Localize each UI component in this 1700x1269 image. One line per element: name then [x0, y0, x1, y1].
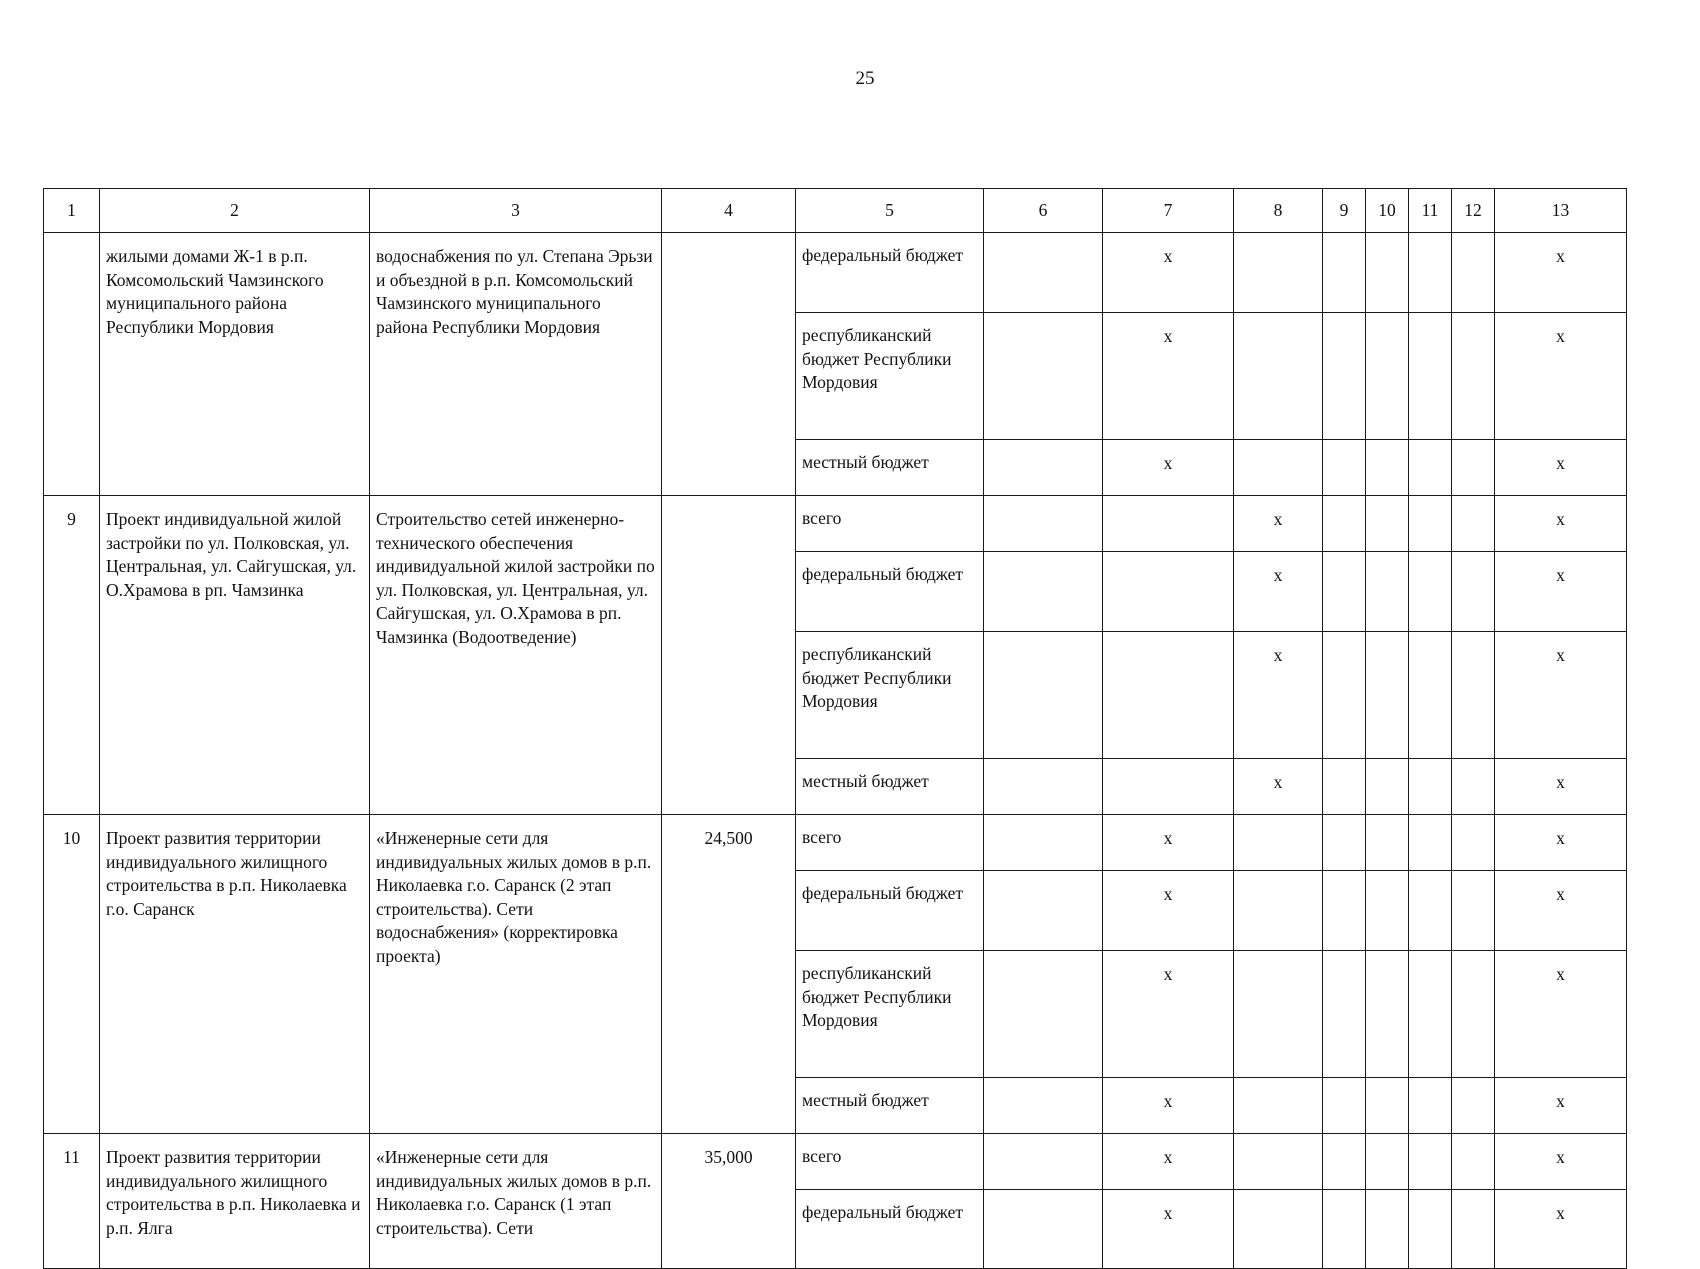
object-name: водоснабжения по ул. Степана Эрьзи и объездной в р.п. Комсомольский Чамзинского муниципального района Республики Мордовия: [370, 233, 662, 496]
row-number: 10: [44, 815, 100, 1134]
cell-col-9: [1323, 632, 1366, 759]
cell-col-9: [1323, 440, 1366, 496]
header-cell: 7: [1103, 189, 1234, 233]
cell-col-11: [1409, 632, 1452, 759]
cell-col-11: [1409, 1190, 1452, 1269]
project-name: жилыми домами Ж-1 в р.п. Комсомольский Чамзинского муниципального района Республики Мордовия: [100, 233, 370, 496]
cell-col-10: [1366, 1190, 1409, 1269]
cell-col-12: [1452, 440, 1495, 496]
table-row: [44, 496, 1627, 552]
cell-col-11: [1409, 1078, 1452, 1134]
cell-col-6: [984, 552, 1103, 632]
object-name: Строительство сетей инженерно-технического обеспечения индивидуальной жилой застройки по ул. Полковская, ул. Центральная, ул. Сайгушская, ул. О.Храмова в рп. Чамзинка (Водоотведение): [370, 496, 662, 815]
cell-col-9: [1323, 951, 1366, 1078]
header-cell: 3: [370, 189, 662, 233]
cell-col-6: [984, 1190, 1103, 1269]
cell-col-11: [1409, 313, 1452, 440]
cell-col-7: х: [1103, 815, 1234, 871]
cell-col-12: [1452, 1134, 1495, 1190]
cell-col-6: [984, 1078, 1103, 1134]
project-name: Проект развития территории индивидуального жилищного строительства в р.п. Николаевка г.о. Саранск: [100, 815, 370, 1134]
funding-source: республиканский бюджет Республики Мордовия: [796, 632, 984, 759]
cell-col-13: х: [1495, 496, 1627, 552]
cell-col-8: [1234, 951, 1323, 1078]
row-number: [44, 233, 100, 496]
funding-source: всего: [796, 496, 984, 552]
project-name: Проект развития территории индивидуального жилищного строительства в р.п. Николаевка и р.п. Ялга: [100, 1134, 370, 1269]
cell-col-10: [1366, 1134, 1409, 1190]
cell-col-12: [1452, 759, 1495, 815]
header-cell: 2: [100, 189, 370, 233]
cell-col-8: [1234, 440, 1323, 496]
cell-col-8: х: [1234, 759, 1323, 815]
cell-col-9: [1323, 815, 1366, 871]
cell-col-11: [1409, 815, 1452, 871]
header-cell: 9: [1323, 189, 1366, 233]
cell-col-10: [1366, 313, 1409, 440]
cell-col-11: [1409, 496, 1452, 552]
cell-col-13: х: [1495, 759, 1627, 815]
cell-col-13: х: [1495, 552, 1627, 632]
header-cell: 1: [44, 189, 100, 233]
cell-col-12: [1452, 1190, 1495, 1269]
estimated-cost: 24,500: [662, 815, 796, 1134]
cell-col-7: х: [1103, 871, 1234, 951]
object-name: «Инженерные сети для индивидуальных жилых домов в р.п. Николаевка г.о. Саранск (1 этап строительства). Сети: [370, 1134, 662, 1269]
header-cell: 5: [796, 189, 984, 233]
cell-col-6: [984, 313, 1103, 440]
header-cell: 11: [1409, 189, 1452, 233]
table-row: [44, 233, 1627, 313]
cell-col-6: [984, 440, 1103, 496]
cell-col-12: [1452, 951, 1495, 1078]
cell-col-6: [984, 759, 1103, 815]
cell-col-10: [1366, 951, 1409, 1078]
cell-col-12: [1452, 313, 1495, 440]
table-row: [44, 815, 1627, 871]
table-row: [44, 1134, 1627, 1190]
estimated-cost: 35,000: [662, 1134, 796, 1269]
cell-col-9: [1323, 1190, 1366, 1269]
funding-table: [43, 188, 1627, 1269]
funding-source: всего: [796, 815, 984, 871]
cell-col-6: [984, 815, 1103, 871]
estimated-cost: [662, 233, 796, 496]
cell-col-10: [1366, 759, 1409, 815]
cell-col-8: [1234, 1190, 1323, 1269]
estimated-cost: [662, 496, 796, 815]
cell-col-13: х: [1495, 233, 1627, 313]
cell-col-13: х: [1495, 313, 1627, 440]
funding-source: местный бюджет: [796, 440, 984, 496]
header-cell: 4: [662, 189, 796, 233]
page-number: 25: [855, 68, 875, 89]
cell-col-9: [1323, 1134, 1366, 1190]
cell-col-12: [1452, 632, 1495, 759]
header-cell: 6: [984, 189, 1103, 233]
cell-col-8: х: [1234, 632, 1323, 759]
cell-col-9: [1323, 1078, 1366, 1134]
cell-col-9: [1323, 552, 1366, 632]
cell-col-13: х: [1495, 871, 1627, 951]
cell-col-7: х: [1103, 313, 1234, 440]
funding-source: федеральный бюджет: [796, 871, 984, 951]
object-name: «Инженерные сети для индивидуальных жилых домов в р.п. Николаевка г.о. Саранск (2 этап строительства). Сети водоснабжения» (корректировка проекта): [370, 815, 662, 1134]
cell-col-10: [1366, 632, 1409, 759]
cell-col-7: х: [1103, 440, 1234, 496]
cell-col-12: [1452, 233, 1495, 313]
cell-col-10: [1366, 871, 1409, 951]
cell-col-6: [984, 1134, 1103, 1190]
cell-col-9: [1323, 871, 1366, 951]
cell-col-13: х: [1495, 440, 1627, 496]
cell-col-12: [1452, 871, 1495, 951]
cell-col-7: [1103, 632, 1234, 759]
row-number: 9: [44, 496, 100, 815]
cell-col-7: [1103, 496, 1234, 552]
cell-col-10: [1366, 552, 1409, 632]
header-row: [44, 189, 1627, 233]
cell-col-11: [1409, 440, 1452, 496]
project-name: Проект индивидуальной жилой застройки по ул. Полковская, ул. Центральная, ул. Сайгушская, ул. О.Храмова в рп. Чамзинка: [100, 496, 370, 815]
funding-source: федеральный бюджет: [796, 233, 984, 313]
cell-col-7: х: [1103, 1190, 1234, 1269]
funding-source: федеральный бюджет: [796, 552, 984, 632]
cell-col-8: х: [1234, 552, 1323, 632]
cell-col-8: [1234, 871, 1323, 951]
funding-source: местный бюджет: [796, 759, 984, 815]
cell-col-7: х: [1103, 1078, 1234, 1134]
cell-col-13: х: [1495, 632, 1627, 759]
header-cell: 8: [1234, 189, 1323, 233]
cell-col-11: [1409, 871, 1452, 951]
cell-col-8: [1234, 233, 1323, 313]
cell-col-9: [1323, 233, 1366, 313]
cell-col-10: [1366, 440, 1409, 496]
cell-col-11: [1409, 233, 1452, 313]
cell-col-13: х: [1495, 1134, 1627, 1190]
funding-source: всего: [796, 1134, 984, 1190]
cell-col-9: [1323, 496, 1366, 552]
cell-col-12: [1452, 496, 1495, 552]
funding-source: республиканский бюджет Республики Мордовия: [796, 313, 984, 440]
cell-col-10: [1366, 496, 1409, 552]
cell-col-7: [1103, 552, 1234, 632]
cell-col-8: [1234, 313, 1323, 440]
funding-source: местный бюджет: [796, 1078, 984, 1134]
header-cell: 12: [1452, 189, 1495, 233]
cell-col-11: [1409, 759, 1452, 815]
cell-col-7: х: [1103, 1134, 1234, 1190]
cell-col-13: х: [1495, 951, 1627, 1078]
cell-col-7: х: [1103, 951, 1234, 1078]
cell-col-11: [1409, 552, 1452, 632]
cell-col-6: [984, 871, 1103, 951]
cell-col-9: [1323, 313, 1366, 440]
cell-col-11: [1409, 951, 1452, 1078]
cell-col-6: [984, 951, 1103, 1078]
cell-col-13: х: [1495, 1190, 1627, 1269]
cell-col-10: [1366, 1078, 1409, 1134]
cell-col-13: х: [1495, 1078, 1627, 1134]
cell-col-7: [1103, 759, 1234, 815]
cell-col-10: [1366, 233, 1409, 313]
cell-col-12: [1452, 815, 1495, 871]
cell-col-9: [1323, 759, 1366, 815]
cell-col-7: х: [1103, 233, 1234, 313]
cell-col-6: [984, 632, 1103, 759]
cell-col-6: [984, 233, 1103, 313]
cell-col-12: [1452, 1078, 1495, 1134]
header-cell: 10: [1366, 189, 1409, 233]
header-cell: 13: [1495, 189, 1627, 233]
funding-source: федеральный бюджет: [796, 1190, 984, 1269]
cell-col-10: [1366, 815, 1409, 871]
cell-col-8: [1234, 815, 1323, 871]
cell-col-6: [984, 496, 1103, 552]
cell-col-8: [1234, 1078, 1323, 1134]
row-number: 11: [44, 1134, 100, 1269]
cell-col-8: [1234, 1134, 1323, 1190]
cell-col-8: х: [1234, 496, 1323, 552]
cell-col-11: [1409, 1134, 1452, 1190]
funding-source: республиканский бюджет Республики Мордовия: [796, 951, 984, 1078]
cell-col-12: [1452, 552, 1495, 632]
cell-col-13: х: [1495, 815, 1627, 871]
